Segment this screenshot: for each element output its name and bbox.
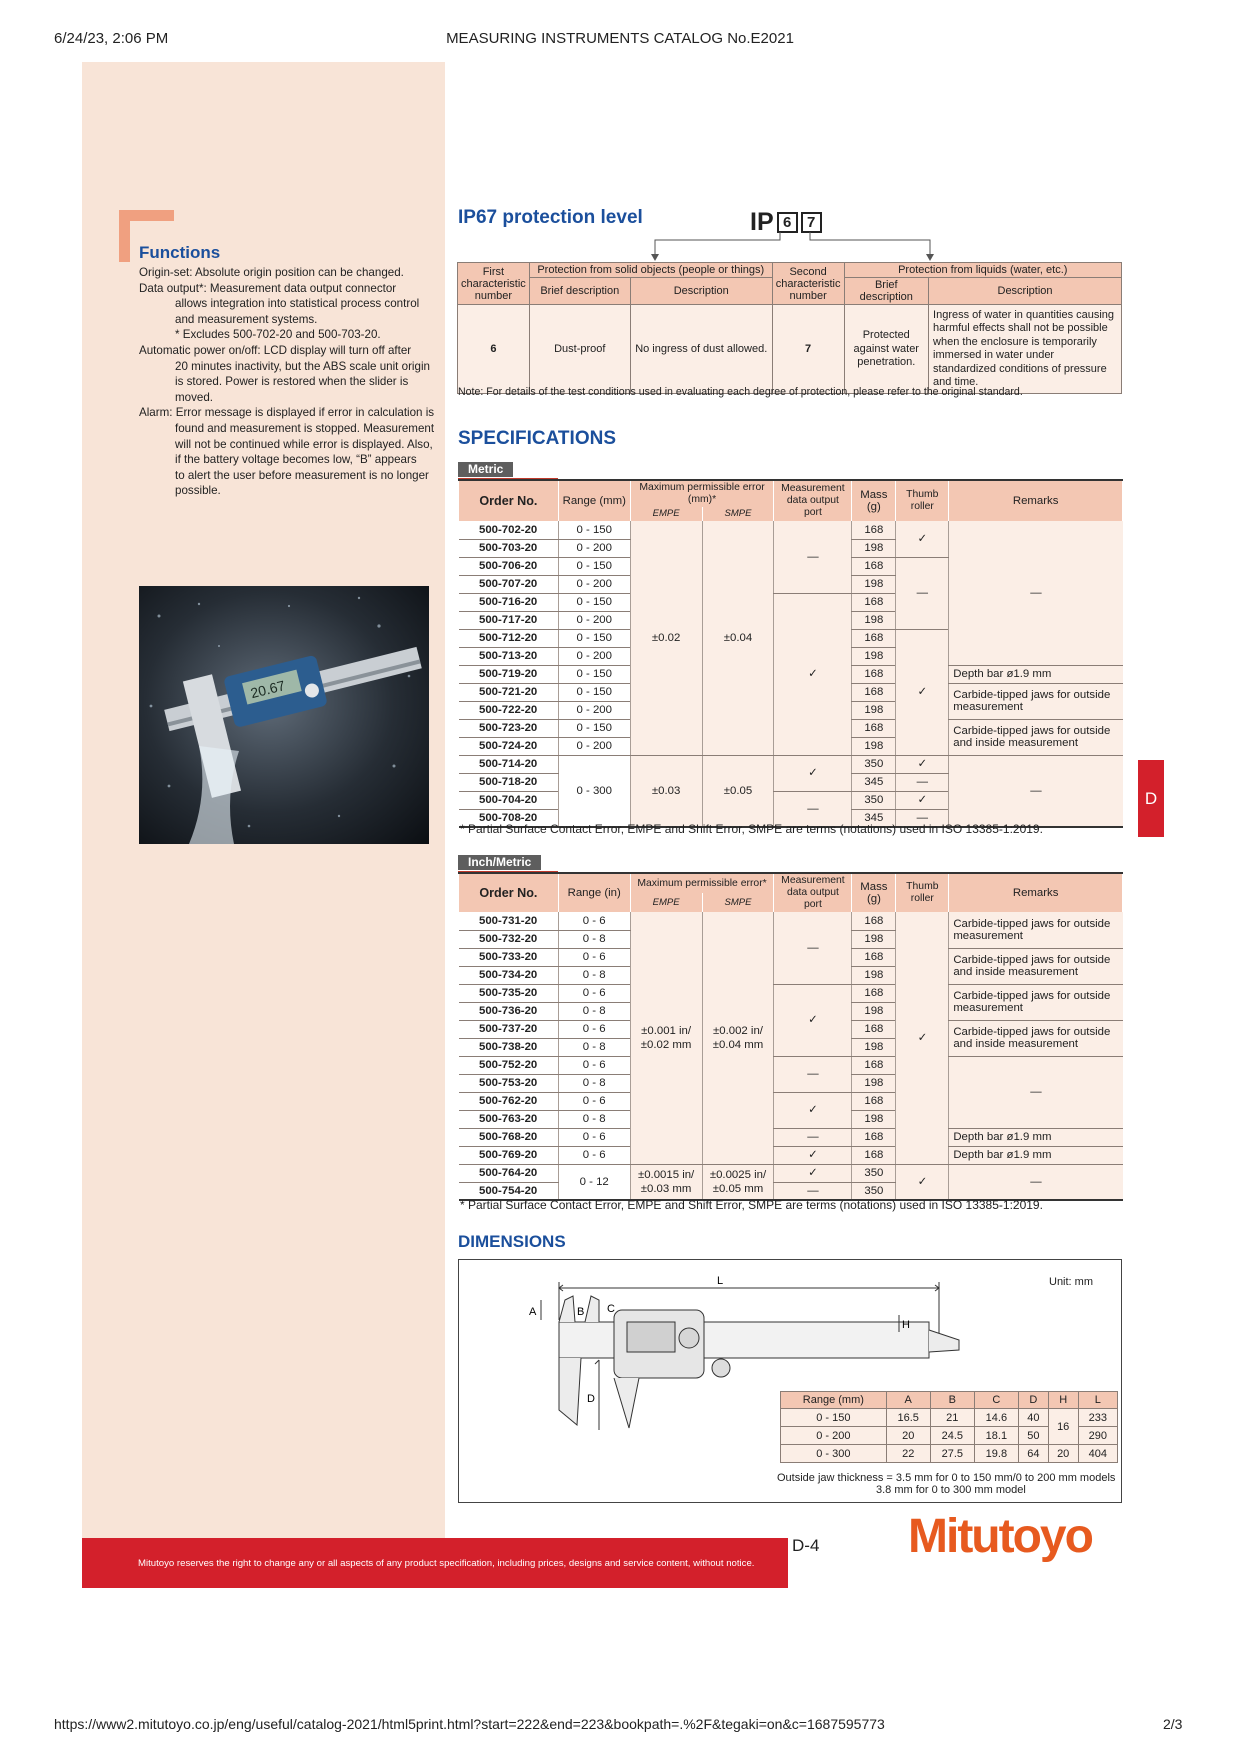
ip-h-brief: Brief description bbox=[529, 278, 630, 305]
range: 0 - 150 bbox=[558, 719, 630, 737]
range: 0 - 300 bbox=[558, 755, 630, 827]
order-no: 500-763-20 bbox=[459, 1110, 559, 1128]
page-number: D-4 bbox=[792, 1536, 820, 1555]
mass: 168 bbox=[852, 629, 896, 647]
ip-h-first: First characteristic number bbox=[458, 263, 530, 305]
thumb-roller: — bbox=[896, 773, 949, 791]
mass: 168 bbox=[852, 912, 896, 930]
remarks: Carbide-tipped jaws for outside measurement bbox=[949, 984, 1123, 1020]
dim-cell: 0 - 300 bbox=[781, 1445, 887, 1463]
remarks: Carbide-tipped jaws for outside measurement bbox=[949, 683, 1123, 719]
inch-spec-table bbox=[458, 872, 1123, 1201]
range: 0 - 8 bbox=[558, 1038, 630, 1056]
order-no: 500-724-20 bbox=[459, 737, 559, 755]
smpe: ±0.04 bbox=[702, 521, 774, 755]
dim-label-H: H bbox=[902, 1319, 910, 1331]
thumb-roller: — bbox=[896, 557, 949, 629]
order-no: 500-752-20 bbox=[459, 1056, 559, 1074]
dim-label-C: C bbox=[607, 1303, 615, 1315]
functions-line: Automatic power on/off: LCD display will turn off after bbox=[139, 343, 412, 357]
range: 0 - 200 bbox=[558, 737, 630, 755]
mass: 168 bbox=[852, 719, 896, 737]
print-page: 2/3 bbox=[1163, 1716, 1183, 1732]
order-no: 500-702-20 bbox=[459, 521, 559, 539]
range: 0 - 8 bbox=[558, 1110, 630, 1128]
functions-line: Data output*: Measurement data output connector bbox=[139, 281, 397, 295]
table-row bbox=[459, 912, 1123, 930]
h-range: Range (in) bbox=[558, 873, 630, 912]
disclaimer-text: Mitutoyo reserves the right to change any or all aspects of any product specification, including prices, designs and service content, without notice. bbox=[138, 1558, 755, 1569]
range: 0 - 200 bbox=[558, 611, 630, 629]
ip-h-liquid: Protection from liquids (water, etc.) bbox=[844, 263, 1122, 278]
dim-cell: 22 bbox=[886, 1445, 930, 1463]
output-port: ✓ bbox=[774, 984, 852, 1056]
range: 0 - 200 bbox=[558, 647, 630, 665]
h-order: Order No. bbox=[459, 480, 559, 521]
output-port: — bbox=[774, 912, 852, 984]
dim-cell: 233 bbox=[1078, 1409, 1117, 1427]
mass: 168 bbox=[852, 948, 896, 966]
order-no: 500-717-20 bbox=[459, 611, 559, 629]
dim-cell: 64 bbox=[1018, 1445, 1048, 1463]
ip-title: IP67 protection level bbox=[458, 207, 643, 228]
order-no: 500-754-20 bbox=[459, 1182, 559, 1200]
h-empe: EMPE bbox=[630, 507, 702, 521]
dim-cell: 27.5 bbox=[930, 1445, 974, 1463]
range: 0 - 6 bbox=[558, 1056, 630, 1074]
remarks: Carbide-tipped jaws for outside and inside measurement bbox=[949, 1020, 1123, 1056]
functions-line: * Excludes 500-702-20 and 500-703-20. bbox=[175, 328, 381, 342]
mass: 350 bbox=[852, 1164, 896, 1182]
mass: 168 bbox=[852, 1020, 896, 1038]
output-port: ✓ bbox=[774, 1164, 852, 1182]
mass: 168 bbox=[852, 683, 896, 701]
inch-tab: Inch/Metric bbox=[458, 855, 541, 870]
mass: 198 bbox=[852, 1110, 896, 1128]
h-smpe: SMPE bbox=[702, 893, 774, 912]
mass: 345 bbox=[852, 773, 896, 791]
ip-h-desc: Description bbox=[929, 278, 1122, 305]
range: 0 - 6 bbox=[558, 1020, 630, 1038]
h-remarks: Remarks bbox=[949, 873, 1123, 912]
order-no: 500-731-20 bbox=[459, 912, 559, 930]
dim-label-B: B bbox=[577, 1306, 585, 1318]
dim-cell: 0 - 200 bbox=[781, 1427, 887, 1445]
ip-desc-2: Ingress of water in quantities causing harmful effects shall not be possible when the enclosure is temporarily immersed in water under standardized conditions of pressure and time. bbox=[929, 305, 1122, 394]
order-no: 500-714-20 bbox=[459, 755, 559, 773]
order-no: 500-734-20 bbox=[459, 966, 559, 984]
order-no: 500-721-20 bbox=[459, 683, 559, 701]
output-port: ✓ bbox=[774, 593, 852, 755]
order-no: 500-718-20 bbox=[459, 773, 559, 791]
order-no: 500-703-20 bbox=[459, 539, 559, 557]
mass: 168 bbox=[852, 1092, 896, 1110]
h-thumb: Thumb roller bbox=[896, 873, 949, 912]
dim-cell: 18.1 bbox=[974, 1427, 1018, 1445]
section-d-tab: D bbox=[1138, 760, 1164, 837]
functions-line: 20 minutes inactivity, but the ABS scale unit origin bbox=[175, 359, 430, 373]
mass: 198 bbox=[852, 647, 896, 665]
range: 0 - 6 bbox=[558, 984, 630, 1002]
mass: 168 bbox=[852, 1128, 896, 1146]
mass: 198 bbox=[852, 1074, 896, 1092]
metric-tab: Metric bbox=[458, 462, 513, 477]
ip-digit-1: 6 bbox=[777, 212, 798, 233]
thumb-roller: ✓ bbox=[896, 521, 949, 557]
remarks: Depth bar ø1.9 mm bbox=[949, 1128, 1123, 1146]
order-no: 500-764-20 bbox=[459, 1164, 559, 1182]
h-order: Order No. bbox=[459, 873, 559, 912]
output-port: — bbox=[774, 791, 852, 827]
thumb-roller: ✓ bbox=[896, 791, 949, 809]
order-no: 500-706-20 bbox=[459, 557, 559, 575]
h-thumb: Thumb roller bbox=[896, 480, 949, 521]
table-row bbox=[459, 521, 1123, 539]
ip-brief-2: Protected against water penetration. bbox=[844, 305, 929, 394]
functions-line: moved. bbox=[175, 390, 214, 404]
output-port: ✓ bbox=[774, 1092, 852, 1128]
print-title: MEASURING INSTRUMENTS CATALOG No.E2021 bbox=[446, 30, 794, 47]
mass: 168 bbox=[852, 593, 896, 611]
specs-title: SPECIFICATIONS bbox=[458, 428, 616, 449]
range: 0 - 8 bbox=[558, 1074, 630, 1092]
ip-table bbox=[457, 262, 1122, 394]
h-empe: EMPE bbox=[630, 893, 702, 912]
functions-line: will not be continued while error is displayed. Also, bbox=[175, 437, 433, 451]
dim-note bbox=[777, 1472, 1115, 1496]
mass: 168 bbox=[852, 557, 896, 575]
dim-header: L bbox=[1078, 1392, 1117, 1409]
dimensions-table bbox=[780, 1391, 1118, 1463]
caliper-photo bbox=[139, 586, 429, 844]
dim-header: H bbox=[1048, 1392, 1078, 1409]
order-no: 500-733-20 bbox=[459, 948, 559, 966]
empe: ±0.0015 in/ ±0.03 mm bbox=[630, 1164, 702, 1200]
thumb-roller: ✓ bbox=[896, 1164, 949, 1200]
mass: 168 bbox=[852, 665, 896, 683]
ip-brief-1: Dust-proof bbox=[529, 305, 630, 394]
dim-header: Range (mm) bbox=[781, 1392, 887, 1409]
mass: 198 bbox=[852, 930, 896, 948]
dim-cell: 24.5 bbox=[930, 1427, 974, 1445]
mass: 168 bbox=[852, 1146, 896, 1164]
ip-num-2: 7 bbox=[772, 305, 844, 394]
output-port: — bbox=[774, 1128, 852, 1146]
range: 0 - 200 bbox=[558, 539, 630, 557]
mass: 198 bbox=[852, 539, 896, 557]
range: 0 - 200 bbox=[558, 701, 630, 719]
dim-note-2: 3.8 mm for 0 to 300 mm model bbox=[876, 1484, 1026, 1496]
ip-num-1: 6 bbox=[458, 305, 530, 394]
order-no: 500-762-20 bbox=[459, 1092, 559, 1110]
h-smpe: SMPE bbox=[702, 507, 774, 521]
dim-label-L: L bbox=[717, 1275, 724, 1287]
range: 0 - 8 bbox=[558, 930, 630, 948]
order-no: 500-704-20 bbox=[459, 791, 559, 809]
range: 0 - 150 bbox=[558, 683, 630, 701]
mass: 350 bbox=[852, 1182, 896, 1200]
dimensions-box bbox=[458, 1259, 1122, 1503]
thumb-roller: ✓ bbox=[896, 755, 949, 773]
range: 0 - 200 bbox=[558, 575, 630, 593]
disclaimer-bar bbox=[82, 1538, 788, 1588]
functions-line: found and measurement is stopped. Measurement bbox=[175, 421, 435, 435]
remarks: Depth bar ø1.9 mm bbox=[949, 665, 1123, 683]
ip-h-brief: Brief description bbox=[844, 278, 929, 305]
ip-note: Note: For details of the test conditions used in evaluating each degree of protection, please refer to the original standard. bbox=[458, 386, 1023, 398]
empe: ±0.03 bbox=[630, 755, 702, 827]
order-no: 500-723-20 bbox=[459, 719, 559, 737]
h-remarks: Remarks bbox=[949, 480, 1123, 521]
dim-cell: 14.6 bbox=[974, 1409, 1018, 1427]
dim-cell: 21 bbox=[930, 1409, 974, 1427]
ip-connector-lines bbox=[640, 228, 940, 264]
functions-line: allows integration into statistical process control bbox=[175, 297, 420, 311]
dim-note-1: Outside jaw thickness = 3.5 mm for 0 to 150 mm/0 to 200 mm models bbox=[777, 1472, 1116, 1484]
order-no: 500-768-20 bbox=[459, 1128, 559, 1146]
h-output: Measurement data output port bbox=[774, 873, 852, 912]
range: 0 - 8 bbox=[558, 966, 630, 984]
range: 0 - 6 bbox=[558, 1092, 630, 1110]
range: 0 - 8 bbox=[558, 1002, 630, 1020]
dim-cell: 40 bbox=[1018, 1409, 1048, 1427]
range: 0 - 150 bbox=[558, 521, 630, 539]
ip-digit-2: 7 bbox=[801, 212, 822, 233]
output-port: ✓ bbox=[774, 1146, 852, 1164]
order-no: 500-713-20 bbox=[459, 647, 559, 665]
functions-line: is stored. Power is restored when the slider is bbox=[175, 375, 409, 389]
order-no: 500-735-20 bbox=[459, 984, 559, 1002]
table-row bbox=[781, 1445, 1118, 1463]
ip-prefix: IP bbox=[750, 208, 774, 236]
remarks: Carbide-tipped jaws for outside measurement bbox=[949, 912, 1123, 948]
mass: 198 bbox=[852, 966, 896, 984]
h-range: Range (mm) bbox=[558, 480, 630, 521]
dim-cell: 0 - 150 bbox=[781, 1409, 887, 1427]
remarks: — bbox=[949, 521, 1123, 665]
mass: 345 bbox=[852, 809, 896, 827]
mass: 198 bbox=[852, 737, 896, 755]
lcd-reading: 20.67 bbox=[248, 677, 287, 702]
h-mass: Mass (g) bbox=[852, 873, 896, 912]
thumb-roller: — bbox=[896, 809, 949, 827]
remarks: — bbox=[949, 755, 1123, 827]
dim-label-A: A bbox=[529, 1306, 537, 1318]
caliper-drawing bbox=[459, 1260, 1123, 1504]
dim-header: D bbox=[1018, 1392, 1048, 1409]
order-no: 500-732-20 bbox=[459, 930, 559, 948]
print-url: https://www2.mitutoyo.co.jp/eng/useful/catalog-2021/html5print.html?start=222&end=223&bookpath=.%2F&tegaki=on&c=1687595773 bbox=[54, 1716, 885, 1732]
dim-cell: 404 bbox=[1078, 1445, 1117, 1463]
range: 0 - 150 bbox=[558, 665, 630, 683]
dimensions-title: DIMENSIONS bbox=[458, 1232, 566, 1251]
range: 0 - 12 bbox=[558, 1164, 630, 1200]
mass: 350 bbox=[852, 791, 896, 809]
mass: 168 bbox=[852, 521, 896, 539]
remarks: — bbox=[949, 1164, 1123, 1200]
empe: ±0.02 bbox=[630, 521, 702, 755]
order-no: 500-753-20 bbox=[459, 1074, 559, 1092]
smpe: ±0.0025 in/ ±0.05 mm bbox=[702, 1164, 774, 1200]
range: 0 - 150 bbox=[558, 557, 630, 575]
ip-h-solid: Protection from solid objects (people or things) bbox=[529, 263, 772, 278]
metric-spec-table bbox=[458, 479, 1123, 828]
order-no: 500-708-20 bbox=[459, 809, 559, 827]
table-row bbox=[459, 1056, 1123, 1074]
dim-cell: 16.5 bbox=[886, 1409, 930, 1427]
mitutoyo-logo: Mitutoyo bbox=[908, 1510, 1092, 1563]
h-mpe: Maximum permissible error (mm)* bbox=[630, 480, 774, 507]
mass: 350 bbox=[852, 755, 896, 773]
dim-cell: 290 bbox=[1078, 1427, 1117, 1445]
h-mass: Mass (g) bbox=[852, 480, 896, 521]
thumb-roller: ✓ bbox=[896, 629, 949, 755]
dim-header: A bbox=[886, 1392, 930, 1409]
inch-note: * Partial Surface Contact Error, EMPE and Shift Error, SMPE are terms (notations) used in ISO 13385-1:2019. bbox=[460, 1198, 1043, 1212]
ip-h-second: Second characteristic number bbox=[772, 263, 844, 305]
output-port: — bbox=[774, 521, 852, 593]
dim-header: B bbox=[930, 1392, 974, 1409]
range: 0 - 150 bbox=[558, 629, 630, 647]
mass: 198 bbox=[852, 575, 896, 593]
remarks: Carbide-tipped jaws for outside and inside measurement bbox=[949, 719, 1123, 755]
order-no: 500-769-20 bbox=[459, 1146, 559, 1164]
mass: 198 bbox=[852, 1038, 896, 1056]
functions-title: Functions bbox=[139, 243, 221, 262]
table-row bbox=[459, 1146, 1123, 1164]
smpe: ±0.002 in/ ±0.04 mm bbox=[702, 912, 774, 1164]
output-port: ✓ bbox=[774, 755, 852, 791]
dim-cell: 19.8 bbox=[974, 1445, 1018, 1463]
dim-cell: 20 bbox=[1048, 1445, 1078, 1463]
table-row bbox=[459, 984, 1123, 1002]
mass: 198 bbox=[852, 611, 896, 629]
order-no: 500-707-20 bbox=[459, 575, 559, 593]
remarks: Depth bar ø1.9 mm bbox=[949, 1146, 1123, 1164]
range: 0 - 6 bbox=[558, 1146, 630, 1164]
table-row bbox=[459, 1164, 1123, 1182]
h-output: Measurement data output port bbox=[774, 480, 852, 521]
dim-cell: 16 bbox=[1048, 1409, 1078, 1445]
thumb-roller: ✓ bbox=[896, 912, 949, 1164]
dim-cell: 50 bbox=[1018, 1427, 1048, 1445]
functions-line: if the battery voltage becomes low, “B” appears bbox=[175, 453, 417, 467]
mass: 168 bbox=[852, 1056, 896, 1074]
mass: 168 bbox=[852, 984, 896, 1002]
dim-header: C bbox=[974, 1392, 1018, 1409]
mass: 198 bbox=[852, 1002, 896, 1020]
dim-cell: 20 bbox=[886, 1427, 930, 1445]
functions-line: Alarm: Error message is displayed if error in calculation is bbox=[139, 406, 435, 420]
metric-note: * Partial Surface Contact Error, EMPE and Shift Error, SMPE are terms (notations) used in ISO 13385-1:2019. bbox=[460, 822, 1043, 836]
ip-desc-1: No ingress of dust allowed. bbox=[630, 305, 772, 394]
ip-h-desc: Description bbox=[630, 278, 772, 305]
functions-line: possible. bbox=[175, 484, 221, 498]
remarks: — bbox=[949, 1056, 1123, 1128]
order-no: 500-738-20 bbox=[459, 1038, 559, 1056]
order-no: 500-712-20 bbox=[459, 629, 559, 647]
order-no: 500-716-20 bbox=[459, 593, 559, 611]
order-no: 500-737-20 bbox=[459, 1020, 559, 1038]
output-port: — bbox=[774, 1182, 852, 1200]
functions-text bbox=[139, 265, 439, 499]
mass: 198 bbox=[852, 701, 896, 719]
table-row bbox=[459, 755, 1123, 773]
order-no: 500-722-20 bbox=[459, 701, 559, 719]
range: 0 - 150 bbox=[558, 593, 630, 611]
functions-line: and measurement systems. bbox=[175, 312, 318, 326]
order-no: 500-719-20 bbox=[459, 665, 559, 683]
order-no: 500-736-20 bbox=[459, 1002, 559, 1020]
range: 0 - 6 bbox=[558, 948, 630, 966]
table-row bbox=[459, 1128, 1123, 1146]
empe: ±0.001 in/ ±0.02 mm bbox=[630, 912, 702, 1164]
table-row bbox=[781, 1409, 1118, 1427]
h-mpe: Maximum permissible error* bbox=[630, 873, 774, 893]
functions-line: Origin-set: Absolute origin position can be changed. bbox=[139, 266, 404, 279]
remarks: Carbide-tipped jaws for outside and inside measurement bbox=[949, 948, 1123, 984]
functions-line: to alert the user before measurement is no longer bbox=[175, 468, 429, 482]
dim-unit: Unit: mm bbox=[1049, 1276, 1093, 1288]
smpe: ±0.05 bbox=[702, 755, 774, 827]
dim-label-D: D bbox=[587, 1393, 595, 1405]
range: 0 - 6 bbox=[558, 1128, 630, 1146]
range: 0 - 6 bbox=[558, 912, 630, 930]
print-datetime: 6/24/23, 2:06 PM bbox=[54, 30, 169, 47]
output-port: — bbox=[774, 1056, 852, 1092]
